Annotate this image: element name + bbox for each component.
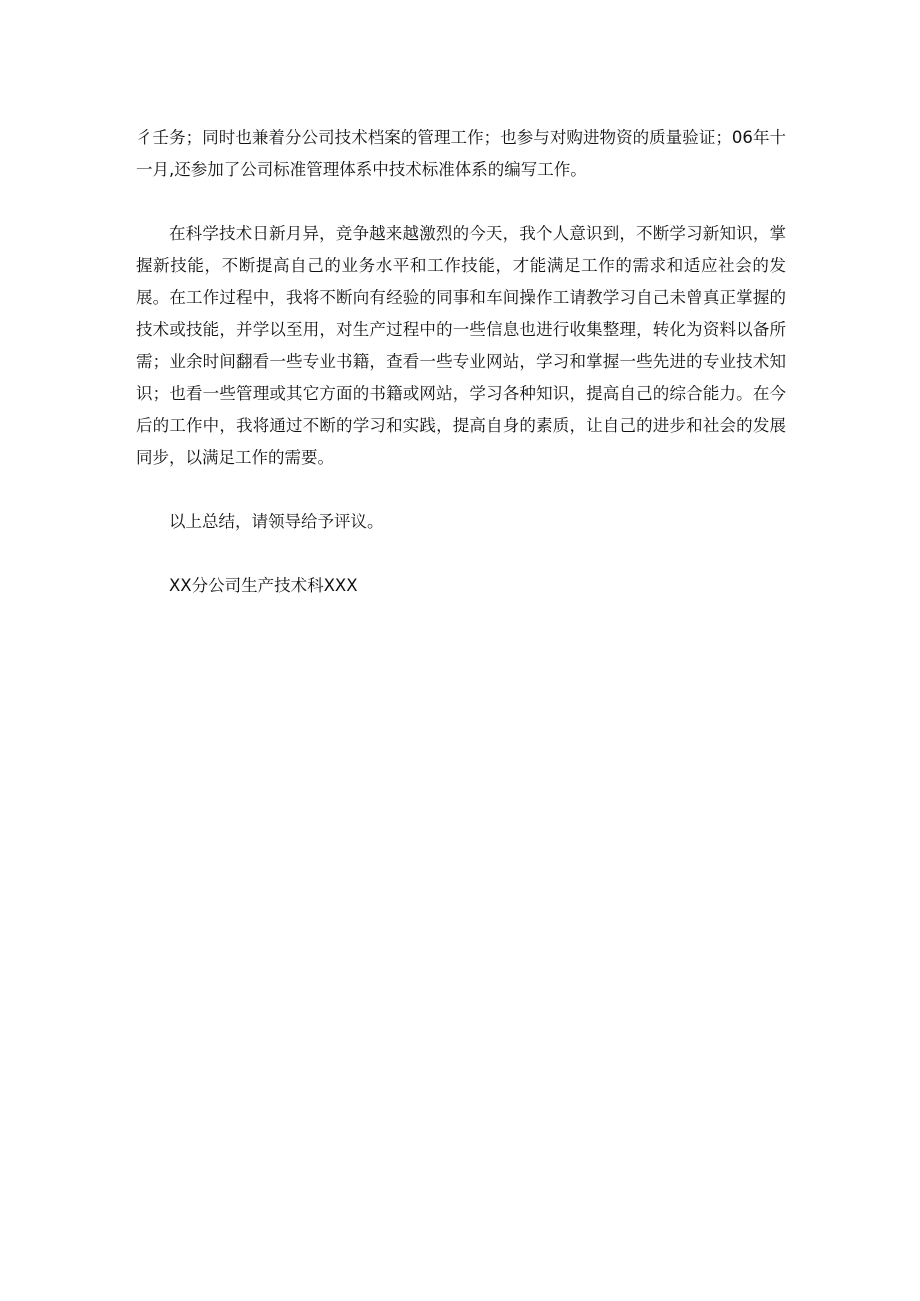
- closing-line: 以上总结，请领导给予评议。: [169, 512, 384, 531]
- paragraph-continued: 彳壬务；同时也兼着分公司技术档案的管理工作；也参与对购进物资的质量验证；06年十一月,还参加了公司标准管理体系中技术标准体系的编写工作。: [136, 128, 786, 179]
- signature-line: XX分公司生产技术科XXX: [169, 576, 358, 595]
- paragraph-learning: 在科学技术日新月异，竞争越来越激烈的今天，我个人意识到，不断学习新知识，掌握新技能，不断提高自己的业务水平和工作技能，才能满足工作的需求和适应社会的发展。在工作过程中，我将不断向有经验的同事和车间操作工请教学习自己未曾真正掌握的技术或技能，并学以至用，对生产过程中的一些信息也进行收集整理，转化为资料以备所需；业余时间翻看一些专业书籍，查看一些专业网站，学习和掌握一些先进的专业技术知识；也看一些管理或其它方面的书籍或网站，学习各种知识，提高自己的综合能力。在今后的工作中，我将通过不断的学习和实践，提高自身的素质，让自己的进步和社会的发展同步，以满足工作的需要。: [136, 224, 786, 467]
- document-body: [136, 122, 786, 602]
